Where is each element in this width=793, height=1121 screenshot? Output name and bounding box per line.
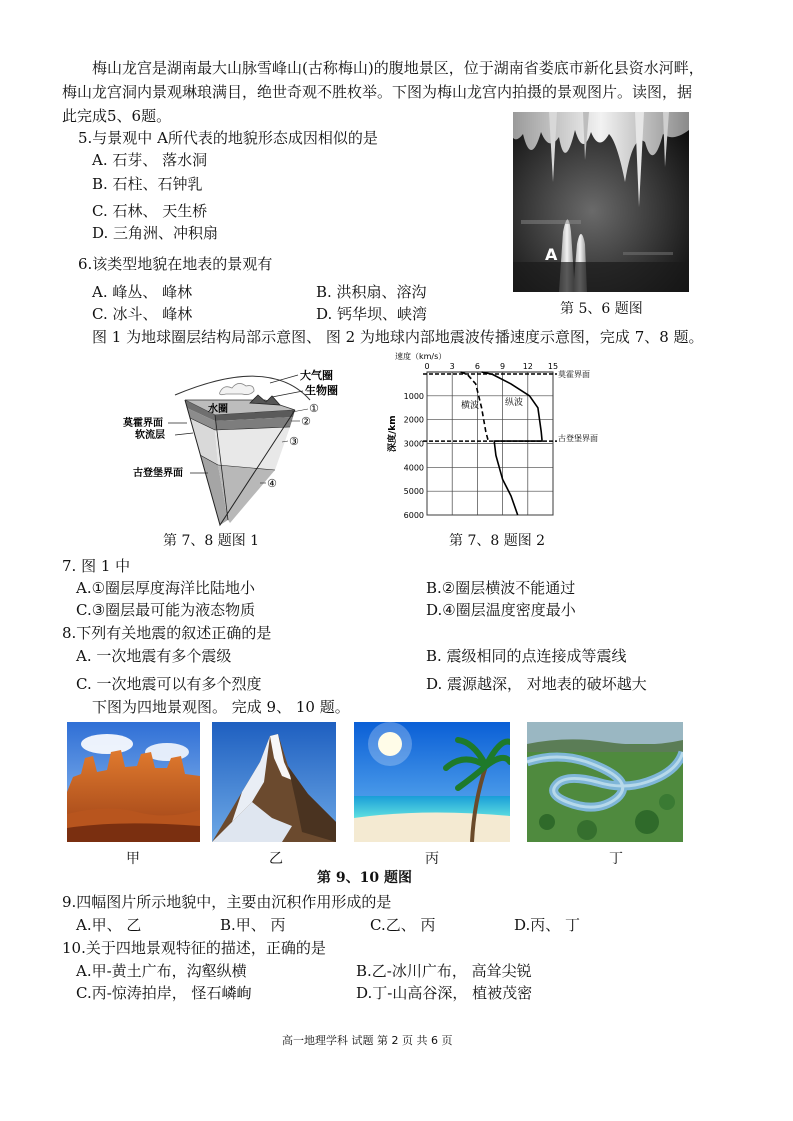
- question-5-option-b: B. 石柱、石钟乳: [92, 175, 203, 193]
- intro-line-1: 梅山龙宫是湖南最大山脉雪峰山(古称梅山)的腹地景区，位于湖南省娄底市新化县资水河畔，: [92, 59, 704, 77]
- fig1-label-asthenosphere: 软流层: [135, 430, 165, 441]
- landscape-photo-ding: [527, 722, 683, 842]
- question-6-option-a: A. 峰丛、 峰林: [92, 283, 193, 301]
- chart-y-tick-label: 5000: [403, 487, 424, 497]
- fig1-number-4: ④: [267, 477, 277, 490]
- fig1-number-2: ②: [301, 415, 311, 428]
- question-7-stem: 7. 图 1 中: [62, 557, 131, 575]
- figure-2-seismic-chart: [385, 348, 615, 526]
- question-7-option-b: B.②圈层横波不能通过: [426, 579, 576, 597]
- question-9-stem: 9.四幅图片所示地貌中，主要由沉积作用形成的是: [62, 893, 392, 911]
- question-7-option-a: A.①圈层厚度海洋比陆地小: [76, 579, 256, 597]
- question-9-option-d: D.丙、 丁: [514, 916, 581, 934]
- question-5-stem: 5.与景观中 A所代表的地貌形态成因相似的是: [78, 129, 378, 147]
- question-10-option-b: B.乙-冰川广布， 高耸尖锐: [356, 962, 532, 980]
- landscape-photo-yi: [212, 722, 336, 842]
- figure-1-earth-spheres: [120, 355, 360, 530]
- page-footer: 高一地理学科 试题 第 2 页 共 6 页: [282, 1034, 453, 1047]
- intro-line-3: 此完成5、6题。: [62, 107, 172, 125]
- chart-x-tick-label: 15: [547, 362, 559, 371]
- chart-y-tick-label: 2000: [403, 415, 424, 425]
- question-5-option-a: A. 石芽、 落水洞: [92, 151, 208, 169]
- fig1-label-gutenberg: 古登堡界面: [133, 468, 183, 479]
- chart-x-tick-label: 6: [474, 362, 480, 371]
- chart-y-tick-label: 1000: [403, 391, 424, 401]
- cave-label-a: A: [545, 245, 558, 264]
- cave-caption: 第 5、6 题图: [560, 301, 643, 317]
- question-9-option-b: B.甲、 丙: [220, 916, 286, 934]
- figures-7-8-intro: 图 1 为地球圈层结构局部示意图、 图 2 为地球内部地震波传播速度示意图，完成 7、8 题。: [92, 328, 704, 346]
- chart-depth-axis-label: 深度/km: [388, 415, 398, 452]
- photo-label-jia: 甲: [126, 851, 140, 867]
- chart-x-tick-label: 0: [424, 362, 430, 371]
- photo-label-ding: 丁: [609, 851, 623, 867]
- photos-caption: 第 9、10 题图: [317, 870, 412, 886]
- question-8-option-b: B. 震级相同的点连接成等震线: [426, 647, 627, 665]
- question-10-option-a: A.甲-黄土广布，沟壑纵横: [76, 962, 247, 980]
- cave-photo: [513, 112, 689, 292]
- figure-1-caption: 第 7、8 题图 1: [163, 533, 260, 549]
- chart-legend-p-wave: 纵波: [505, 398, 524, 408]
- chart-x-tick-label: 12: [522, 362, 533, 371]
- figure-2-caption: 第 7、8 题图 2: [449, 533, 546, 549]
- question-9-option-c: C.乙、 丙: [370, 916, 436, 934]
- landscape-photo-jia: [67, 722, 200, 842]
- question-8-option-d: D. 震源越深， 对地表的破坏越大: [426, 675, 647, 693]
- fig1-label-moho: 莫霍界面: [123, 418, 163, 429]
- chart-speed-axis-label: 速度（km/s）: [395, 352, 447, 361]
- photo-label-yi: 乙: [269, 851, 283, 867]
- question-8-option-c: C. 一次地震可以有多个烈度: [76, 675, 262, 693]
- question-10-option-c: C.丙-惊涛拍岸， 怪石嶙峋: [76, 984, 252, 1002]
- question-9-option-a: A.甲、 乙: [76, 916, 142, 934]
- question-8-stem: 8.下列有关地震的叙述正确的是: [62, 624, 272, 642]
- fig1-label-hydrosphere: 水圈: [208, 404, 228, 415]
- question-6-option-d: D. 钙华坝、峡湾: [316, 305, 428, 323]
- question-10-stem: 10.关于四地景观特征的描述，正确的是: [62, 939, 326, 957]
- fig1-label-atmosphere: 大气圈: [300, 369, 333, 382]
- chart-x-tick-label: 3: [449, 362, 455, 371]
- question-10-option-d: D.丁-山高谷深， 植被茂密: [356, 984, 533, 1002]
- question-6-option-b: B. 洪积扇、溶沟: [316, 283, 427, 301]
- photo-label-bing: 丙: [425, 851, 439, 867]
- chart-y-tick-label: 3000: [403, 439, 424, 449]
- question-5-option-d: D. 三角洲、冲积扇: [92, 224, 219, 242]
- question-7-option-d: D.④圈层温度密度最小: [426, 601, 576, 619]
- fig1-number-3: ③: [289, 435, 299, 448]
- chart-label-moho: 莫霍界面: [558, 370, 590, 379]
- question-7-option-c: C.③圈层最可能为液态物质: [76, 601, 256, 619]
- question-8-option-a: A. 一次地震有多个震级: [76, 647, 232, 665]
- fig1-label-biosphere: 生物圈: [305, 384, 338, 397]
- question-5-option-c: C. 石林、 天生桥: [92, 202, 208, 220]
- chart-x-tick-label: 9: [500, 362, 506, 371]
- chart-y-tick-label: 6000: [403, 511, 424, 520]
- chart-legend-s-wave: 横波: [461, 401, 480, 411]
- question-6-stem: 6.该类型地貌在地表的景观有: [78, 255, 273, 273]
- intro-line-2: 梅山龙宫洞内景观琳琅满目，绝世奇观不胜枚举。下图为梅山龙宫内拍摄的景观图片。读图，据: [62, 83, 693, 101]
- fig1-number-1: ①: [309, 402, 319, 415]
- chart-label-gutenberg: 古登堡界面: [558, 434, 598, 443]
- chart-y-tick-label: 4000: [403, 463, 424, 473]
- questions-9-10-intro: 下图为四地景观图。 完成 9、 10 题。: [92, 698, 350, 716]
- question-6-option-c: C. 冰斗、 峰林: [92, 305, 193, 323]
- landscape-photo-bing: [354, 722, 510, 842]
